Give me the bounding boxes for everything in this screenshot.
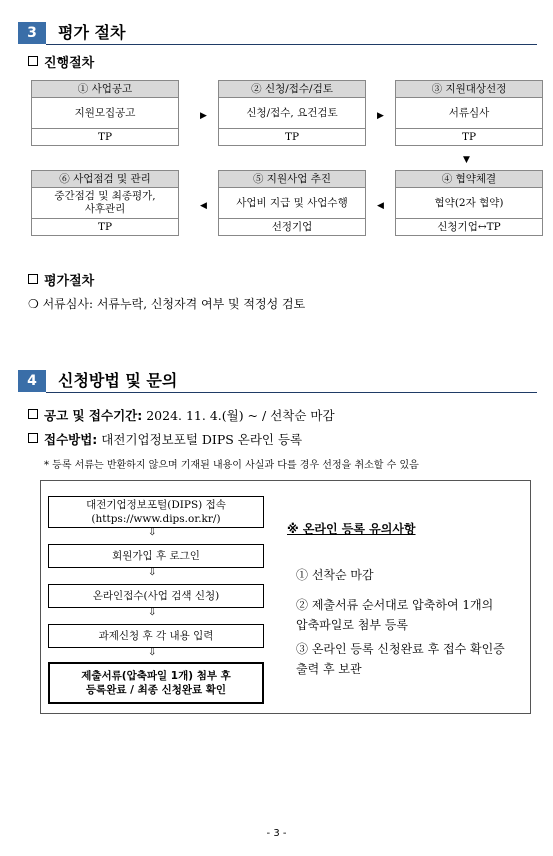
application-method: 접수방법: 대전기업정보포털 DIPS 온라인 등록 [28, 430, 302, 448]
square-bullet-icon [28, 56, 38, 66]
down-arrow-icon: ⇩ [148, 607, 157, 618]
section-title: 평가 절차 [58, 23, 126, 42]
section-title: 신청방법 및 문의 [58, 371, 178, 390]
application-note: * 등록 서류는 반환하지 않으며 기재된 내용이 사실과 다를 경우 선정을 취소할 수 있음 [44, 460, 419, 471]
circle-bullet-icon: ❍ [28, 297, 39, 311]
process-step-5: ⑤ 지원사업 추진 사업비 지급 및 사업수행 선정기업 [218, 170, 366, 236]
subheading-evaluation: 평가절차 [28, 270, 94, 289]
notice-item-3: ③ 온라인 등록 신청완료 후 접수 확인증 출력 후 보관 [296, 642, 505, 676]
notice-item-1: ① 선착순 마감 [296, 568, 374, 582]
flow-step-2: 회원가입 후 로그인 [48, 544, 264, 568]
evaluation-item: ❍ 서류심사: 서류누락, 신청자격 여부 및 적정성 검토 [28, 297, 306, 311]
left-arrow-icon: ◀ [377, 201, 384, 211]
right-arrow-icon: ▶ [377, 111, 384, 121]
down-arrow-icon: ⇩ [148, 567, 157, 578]
right-arrow-icon: ▶ [200, 111, 207, 121]
square-bullet-icon [28, 433, 38, 443]
page-number: - 3 - [266, 828, 287, 839]
process-step-6: ⑥ 사업점검 및 관리 중간점검 및 최종평가, 사후관리 TP [31, 170, 179, 236]
flow-step-4: 과제신청 후 각 내용 입력 [48, 624, 264, 648]
section-number: 4 [18, 370, 46, 392]
process-step-1: ① 사업공고 지원모집공고 TP [31, 80, 179, 146]
process-step-4: ④ 협약체결 협약(2자 협약) 신청기업↔TP [395, 170, 543, 236]
section-rule [46, 392, 537, 393]
flow-step-5: 제출서류(압축파일 1개) 첨부 후 등록완료 / 최종 신청완료 확인 [48, 662, 264, 704]
flow-step-3: 온라인접수(사업 검색 신청) [48, 584, 264, 608]
left-arrow-icon: ◀ [200, 201, 207, 211]
notice-item-2: ② 제출서류 순서대로 압축하여 1개의 압축파일로 첨부 등록 [296, 598, 494, 632]
subheading-process: 진행절차 [28, 52, 94, 71]
square-bullet-icon [28, 409, 38, 419]
down-arrow-icon: ▼ [463, 155, 470, 165]
process-step-2: ② 신청/접수/검토 신청/접수, 요건검토 TP [218, 80, 366, 146]
application-period: 공고 및 접수기간: 2024. 11. 4.(월) ~ / 선착순 마감 [28, 406, 335, 424]
square-bullet-icon [28, 274, 38, 284]
notice-title: ※ 온라인 등록 유의사항 [287, 522, 416, 536]
down-arrow-icon: ⇩ [148, 527, 157, 538]
process-step-3: ③ 지원대상선정 서류심사 TP [395, 80, 543, 146]
section-number: 3 [18, 22, 46, 44]
flow-step-1: 대전기업정보포털(DIPS) 접속 (https://www.dips.or.kr/) [48, 496, 264, 528]
down-arrow-icon: ⇩ [148, 647, 157, 658]
section-rule [46, 44, 537, 45]
